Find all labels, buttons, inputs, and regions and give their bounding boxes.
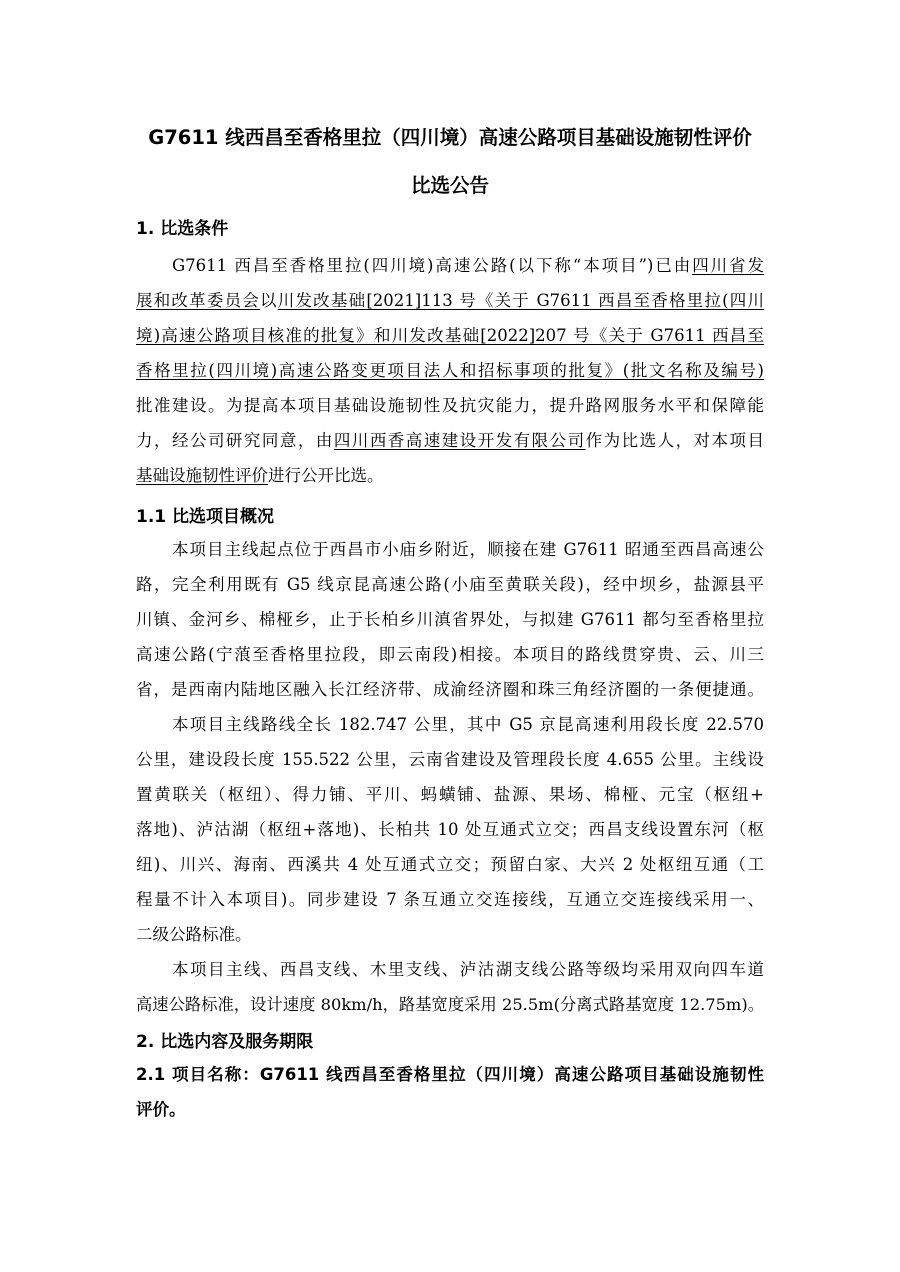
text-span: G7611 西昌至香格里拉(四川境)高速公路(以下称“本项目”)已由 — [172, 256, 693, 275]
overview-paragraph1-line: 本项目主线起点位于西昌市小庙乡附近，顺接在建 G7611 昭通至西昌高速公 — [172, 540, 764, 559]
item-2-1-line: 2.1 项目名称：G7611 线西昌至香格里拉（四川境）高速公路项目基础设施韧性 — [136, 1065, 764, 1084]
section1-paragraph-line — [136, 287, 764, 311]
item-2-1-line: 评价。 — [136, 1100, 186, 1119]
overview-paragraph2-line: 纽)、川兴、海南、西溪共 4 处互通式立交；预留白家、大兴 2 处枢纽互通（工 — [136, 855, 764, 874]
section1-heading: 1. 比选条件 — [136, 219, 229, 239]
section1-paragraph-line — [136, 427, 764, 451]
text-span: 进行公开比选。 — [268, 466, 384, 485]
section1-paragraph-line — [136, 322, 764, 346]
section2-heading: 2. 比选内容及服务期限 — [136, 1032, 314, 1052]
overview-paragraph2-line: 本项目主线路线全长 182.747 公里，其中 G5 京昆高速利用段长度 22.570 — [172, 715, 764, 734]
overview-paragraph2-line: 落地)、泸沽湖（枢纽+落地)、长柏共 10 处互通式立交；西昌支线设置东河（枢 — [136, 820, 764, 839]
section1-paragraph-line: 批准建设。为提高本项目基础设施韧性及抗灾能力，提升路网服务水平和保障能 — [136, 396, 764, 415]
overview-paragraph1-line: 省，是西南内陆地区融入长江经济带、成渝经济圈和珠三角经济圈的一条便捷通。 — [136, 680, 764, 699]
document-title-line2: 比选公告 — [410, 174, 489, 197]
project-scope-text: 基础设施韧性评价 — [136, 466, 268, 485]
section1-paragraph-line — [172, 252, 764, 276]
overview-paragraph1-line: 路，完全利用既有 G5 线京昆高速公路(小庙至黄联关段)，经中坝乡，盐源县平 — [136, 575, 764, 594]
overview-paragraph2-line: 置黄联关（枢纽）、得力铺、平川、蚂蟥铺、盐源、果场、棉桠、元宝（枢纽+ — [136, 785, 764, 804]
section1-paragraph-line — [136, 357, 764, 381]
text-span: 力，经公司研究同意，由 — [136, 431, 334, 450]
text-span: 作为比选人，对本项目 — [585, 431, 765, 450]
approval-document-text: 川发改基础[2021]113 号《关于 G7611 西昌至香格里拉(四川 — [277, 291, 765, 310]
approving-authority-text: 四川省发 — [692, 256, 764, 275]
document-title-line1: G7611 线西昌至香格里拉（四川境）高速公路项目基础设施韧性评价 — [148, 126, 752, 149]
section1-1-heading: 1.1 比选项目概况 — [136, 507, 275, 527]
text-span: 以 — [260, 291, 278, 310]
overview-paragraph1-line: 高速公路(宁蒗至香格里拉段，即云南段)相接。本项目的路线贯穿贵、云、川三 — [136, 645, 764, 664]
overview-paragraph3-line: 高速公路标准，设计速度 80km/h，路基宽度采用 25.5m(分离式路基宽度 12.75m)。 — [136, 995, 764, 1014]
section1-paragraph-line — [136, 462, 764, 486]
approving-authority-text: 展和改革委员会 — [136, 291, 261, 310]
overview-paragraph3-line: 本项目主线、西昌支线、木里支线、泸沽湖支线公路等级均采用双向四车道 — [172, 960, 764, 979]
approval-document-text: 香格里拉(四川境)高速公路变更项目法人和招标事项的批复》(批文名称及编号) — [136, 361, 764, 380]
approval-document-text: 境)高速公路项目核准的批复》和川发改基础[2022]207 号《关于 G7611 西昌至 — [136, 326, 764, 345]
overview-paragraph2-line: 程量不计入本项目)。同步建设 7 条互通立交连接线，互通立交连接线采用一、 — [136, 890, 764, 909]
overview-paragraph2-line: 公里，建设段长度 155.522 公里，云南省建设及管理段长度 4.655 公里。主线设 — [136, 750, 764, 769]
overview-paragraph2-line: 二级公路标准。 — [136, 925, 252, 944]
overview-paragraph1-line: 川镇、金河乡、棉桠乡，止于长柏乡川滇省界处，与拟建 G7611 都匀至香格里拉 — [136, 610, 764, 629]
selector-name-text: 四川西香高速建设开发有限公司 — [333, 431, 586, 450]
